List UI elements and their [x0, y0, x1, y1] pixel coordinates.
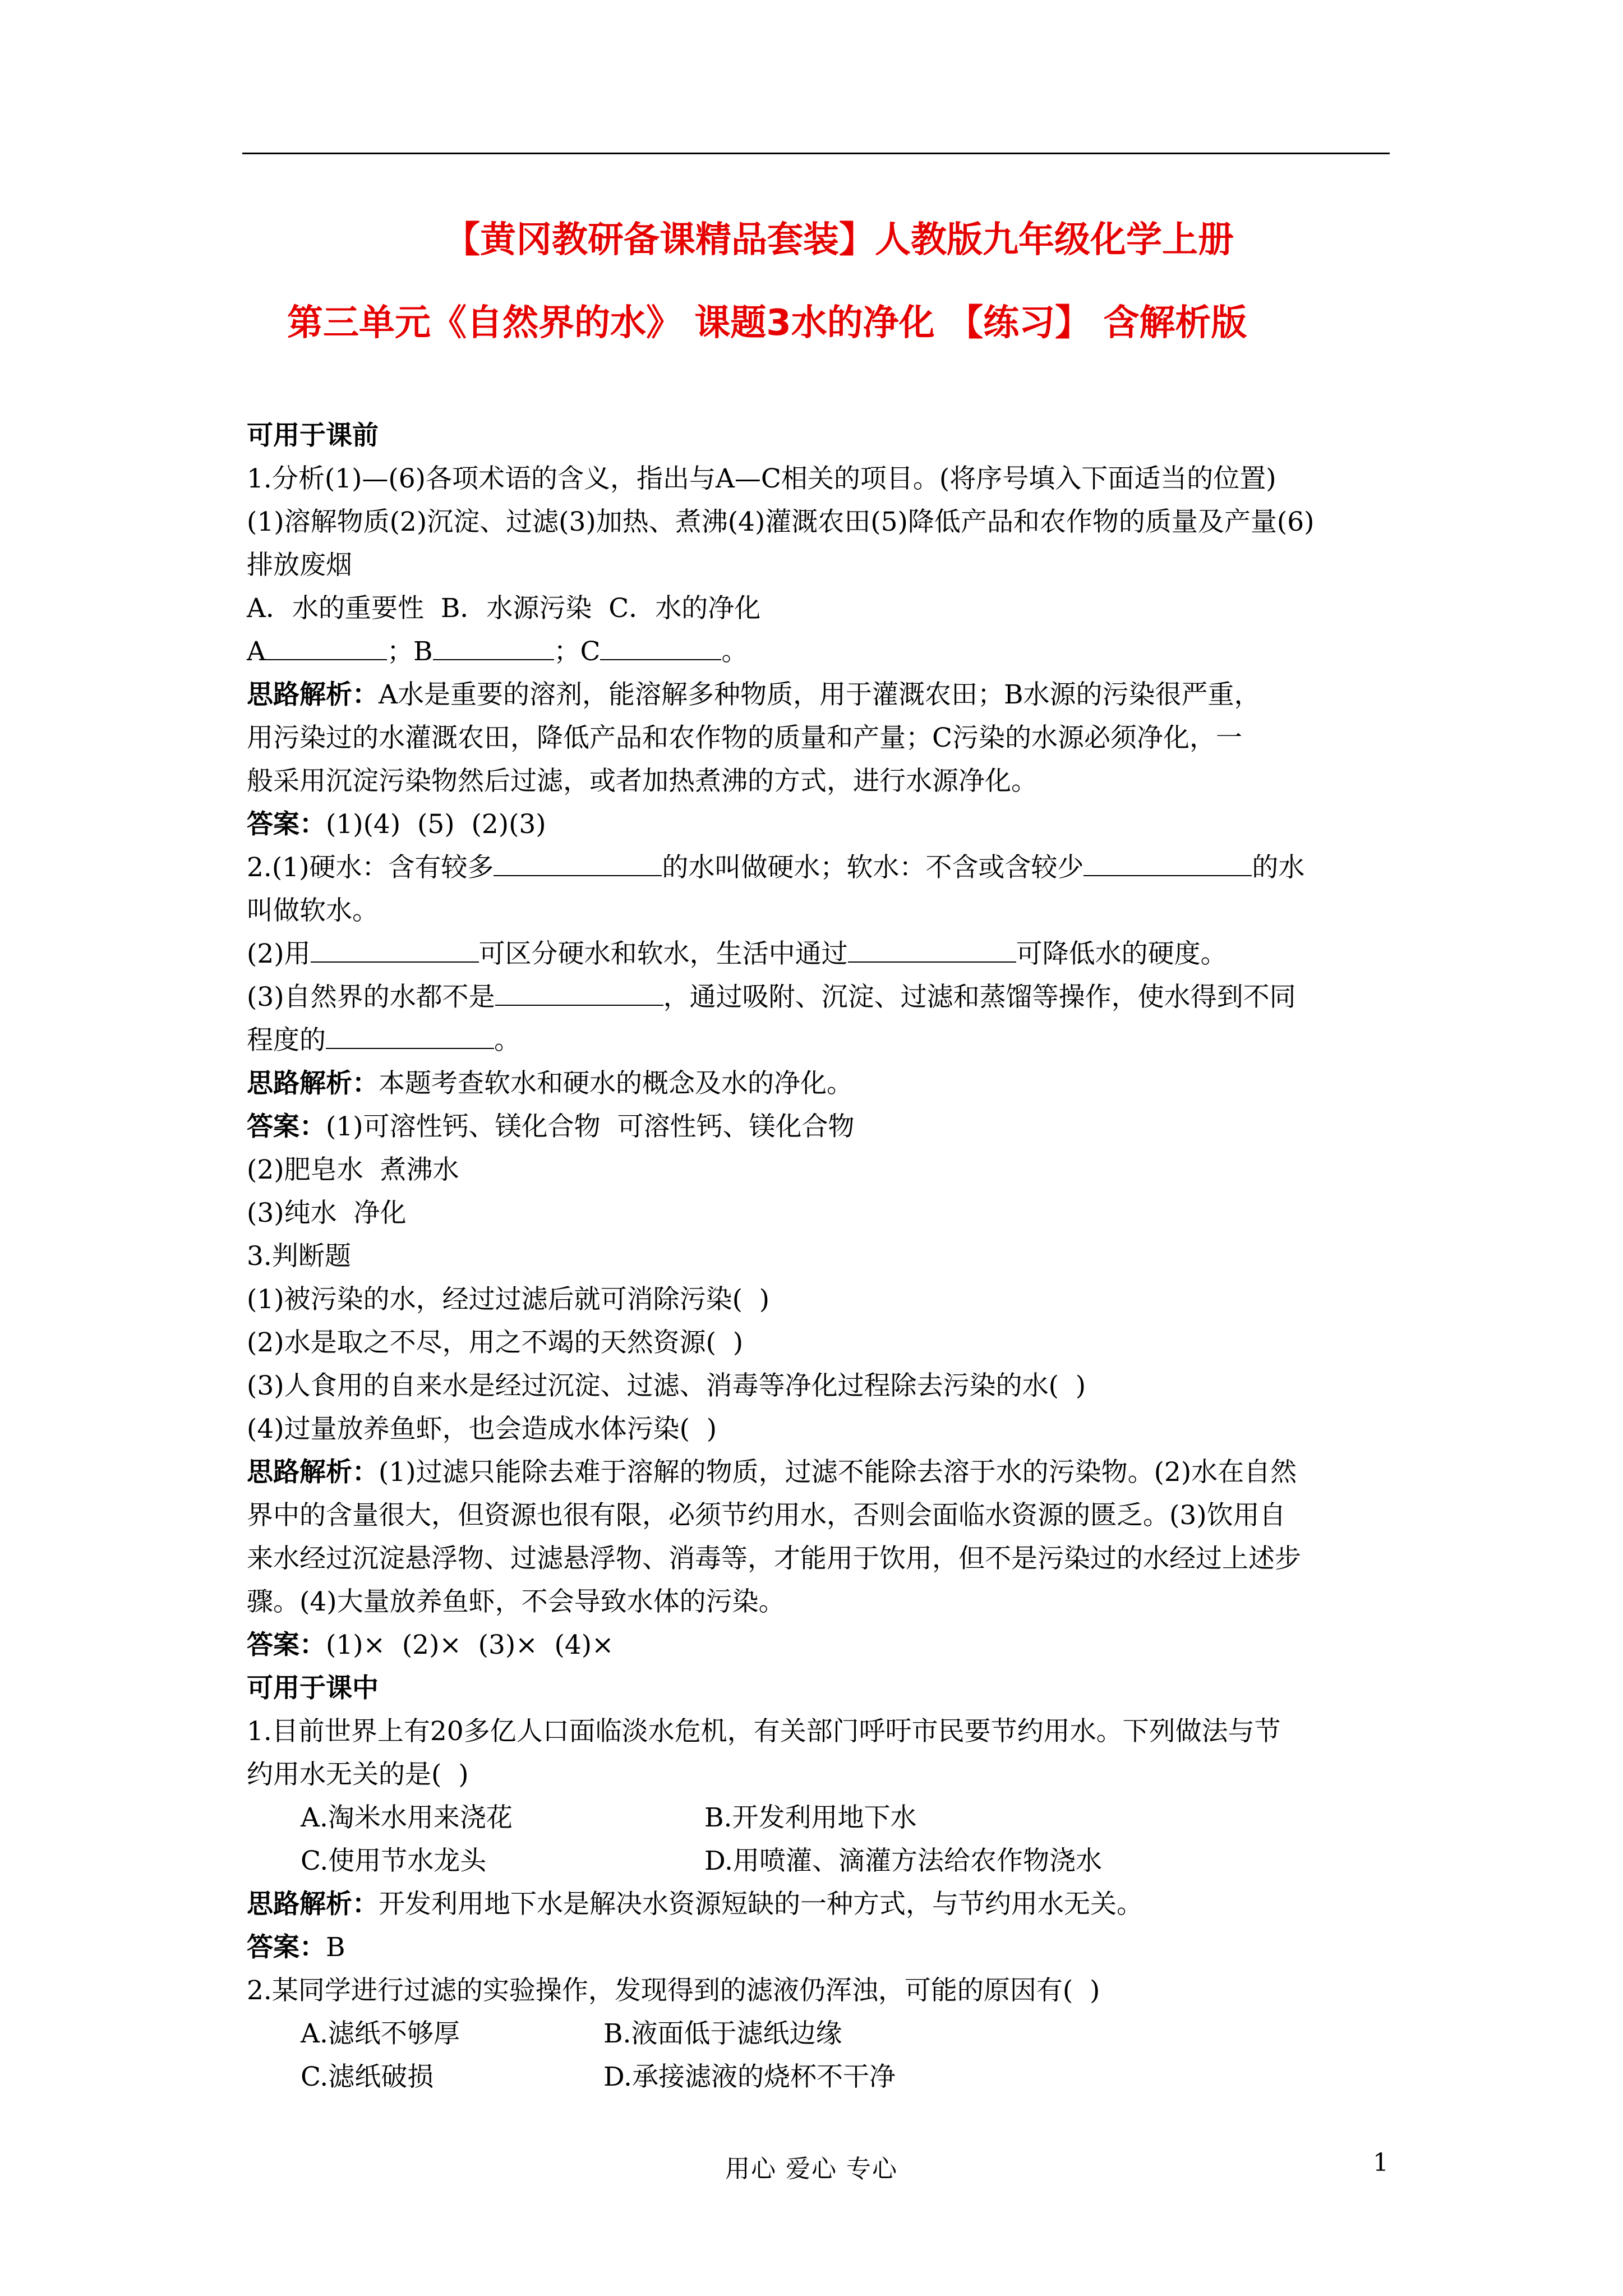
question-1-analysis-2: 用污染过的水灌溉农田，降低产品和农作物的质量和产量；C污染的水源必须净化，一: [247, 723, 1242, 753]
question-2-line-1: 2.(1)硬水：含有较多 的水叫做硬水；软水：不含或含较少 的水: [247, 846, 1391, 889]
answer-blank: [266, 633, 387, 660]
question-2-answer: 答案：(1)可溶性钙、镁化合物 可溶性钙、镁化合物: [247, 1111, 855, 1142]
document-title: 【黄冈教研备课精品套装】人教版九年级化学上册: [444, 219, 1234, 261]
question-2-answer-2: (2)肥皂水 煮沸水: [247, 1154, 459, 1185]
class-question-1-analysis: 思路解析：开发利用地下水是解决水资源短缺的一种方式，与节约用水无关。: [247, 1889, 1143, 1920]
question-3-item-4: (4)过量放养鱼虾，也会造成水体污染( ): [247, 1414, 717, 1444]
question-2-line-2: 叫做软水。: [247, 895, 379, 926]
class-question-2-stem: 2.某同学进行过滤的实验操作，发现得到的滤液仍浑浊，可能的原因有( ): [247, 1975, 1100, 2006]
question-3-item-1: (1)被污染的水，经过过滤后就可消除污染( ): [247, 1284, 770, 1315]
question-1-analysis-3: 般采用沉淀污染物然后过滤，或者加热煮沸的方式，进行水源净化。: [247, 766, 1038, 797]
answer-blank: [311, 935, 479, 963]
document-subtitle: 第三单元《自然界的水》 课题3水的净化 【练习】 含解析版: [287, 302, 1247, 344]
question-3-item-3: (3)人食用的自来水是经过沉淀、过滤、消毒等净化过程除去污染的水( ): [247, 1370, 1086, 1401]
question-1-options: A．水的重要性 B．水源污染 C．水的净化: [247, 593, 761, 624]
question-1-items: (1)溶解物质(2)沉淀、过滤(3)加热、煮沸(4)灌溉农田(5)降低产品和农作物的质量及产量(6): [247, 507, 1315, 537]
answer-blank: [1083, 849, 1252, 876]
question-3-analysis-4: 骤。(4)大量放养鱼虾，不会导致水体的污染。: [247, 1586, 785, 1617]
page-number: 1: [1373, 2148, 1389, 2177]
class-question-1-answer: 答案：B: [247, 1932, 345, 1963]
question-1-answer: 答案：(1)(4) (5) (2)(3): [247, 809, 546, 840]
question-3-item-2: (2)水是取之不尽，用之不竭的天然资源( ): [247, 1327, 744, 1358]
question-2-answer-3: (3)纯水 净化: [247, 1198, 407, 1228]
question-3-stem: 3.判断题: [247, 1241, 351, 1272]
footer-motto: 用心 爱心 专心: [725, 2155, 898, 2183]
question-2-line-3: (2)用 可区分硬水和软水，生活中通过 可降低水的硬度。: [247, 932, 1391, 976]
class-question-1-stem: 1.目前世界上有20多亿人口面临淡水危机，有关部门呼吁市民要节约用水。下列做法与节: [247, 1716, 1281, 1747]
question-2-analysis: 思路解析：本题考查软水和硬水的概念及水的净化。: [247, 1068, 853, 1099]
question-1-stem: 1.分析(1)—(6)各项术语的含义，指出与A—C相关的项目。(将序号填入下面适当的位置): [247, 463, 1276, 494]
answer-blank: [848, 935, 1016, 963]
class-question-2-options-ab: A.滤纸不够厚 B.液面低于滤纸边缘: [301, 2018, 842, 2049]
question-3-analysis: 思路解析：(1)过滤只能除去难于溶解的物质，过滤不能除去溶于水的污染物。(2)水在自然: [247, 1457, 1297, 1488]
document-body: [247, 414, 1391, 2099]
answer-blank: [494, 849, 662, 876]
answer-blank: [495, 978, 663, 1006]
question-3-analysis-3: 来水经过沉淀悬浮物、过滤悬浮物、消毒等，才能用于饮用，但不是污染过的水经过上述步: [247, 1543, 1301, 1574]
question-3-answer: 答案：(1)× (2)× (3)× (4)×: [247, 1630, 614, 1660]
header-rule: [242, 153, 1390, 154]
question-2-line-4: (3)自然界的水都不是 ，通过吸附、沉淀、过滤和蒸馏等操作，使水得到不同: [247, 976, 1391, 1019]
question-1-analysis: 思路解析：A水是重要的溶剂，能溶解多种物质，用于灌溉农田；B水源的污染很严重，: [247, 679, 1261, 710]
section-heading-before-class: 可用于课前: [247, 420, 379, 451]
question-3-analysis-2: 界中的含量很大，但资源也很有限，必须节约用水，否则会面临水资源的匮乏。(3)饮用自: [247, 1500, 1286, 1531]
question-1-blanks: A ；B ；C 。: [247, 630, 1391, 673]
class-question-1-options-cd: C.使用节水龙头 D.用喷灌、滴灌方法给农作物浇水: [301, 1846, 1102, 1876]
class-question-1-options-ab: A.淘米水用来浇花 B.开发利用地下水: [301, 1802, 917, 1833]
answer-blank: [433, 633, 554, 660]
question-2-line-5: 程度的 。: [247, 1019, 1391, 1062]
question-1-items-cont: 排放废烟: [247, 550, 352, 581]
answer-blank: [326, 1022, 494, 1049]
class-question-2-options-cd: C.滤纸破损 D.承接滤液的烧杯不干净: [301, 2062, 896, 2092]
class-question-1-stem-2: 约用水无关的是( ): [247, 1759, 469, 1790]
section-heading-in-class: 可用于课中: [247, 1673, 379, 1704]
answer-blank: [600, 633, 721, 660]
